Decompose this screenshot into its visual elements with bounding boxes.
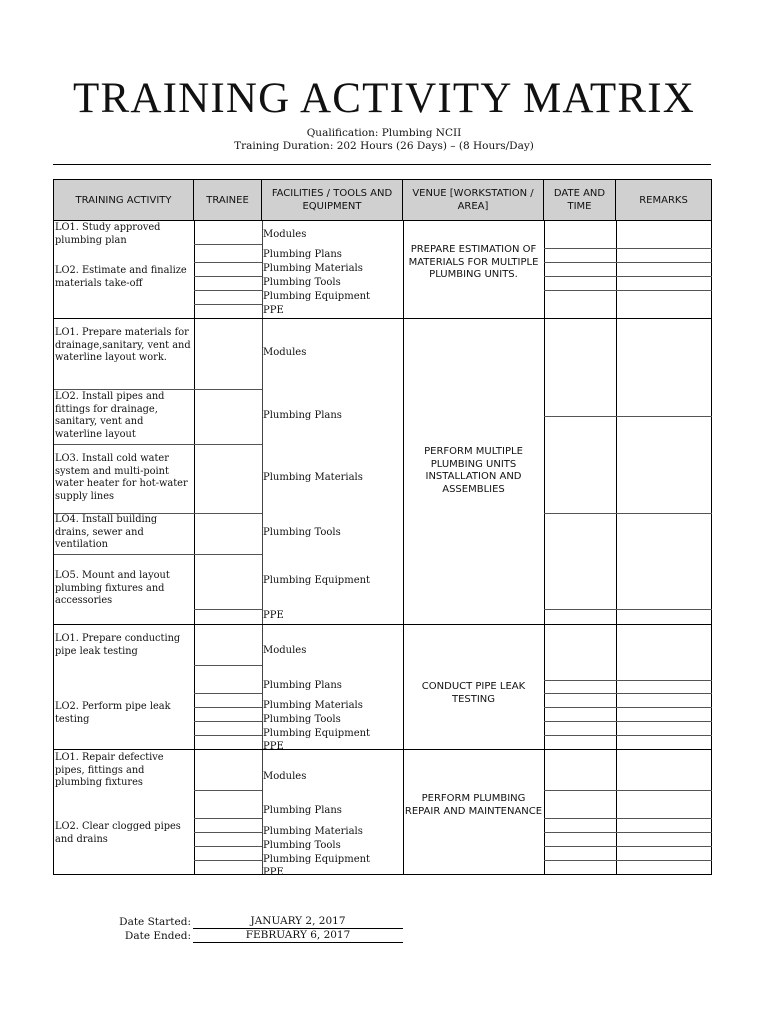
- facility-plumbing-plans: Plumbing Plans: [263, 410, 342, 421]
- lo-install-drains: LO4. Install building drains, sewer and ventilation: [55, 514, 158, 551]
- facility-plumbing-equipment: Plumbing Equipment: [263, 728, 371, 739]
- lo-prepare-materials: LO1. Prepare materials for drainage,sanitary, vent and waterline layout work.: [55, 327, 191, 364]
- activity-block-estimation: [53, 220, 712, 319]
- activity-block-leak-testing: [53, 624, 712, 750]
- facility-plumbing-equipment: Plumbing Equipment: [263, 575, 371, 586]
- facility-plumbing-tools: Plumbing Tools: [263, 277, 341, 288]
- venue-leak-testing: CONDUCT PIPE LEAK TESTING: [421, 681, 526, 705]
- training-matrix-table: [53, 179, 712, 878]
- lo-mount-fixtures: LO5. Mount and layout plumbing fixtures and accessories: [55, 570, 170, 607]
- date-started-value: JANUARY 2, 2017: [193, 915, 403, 929]
- lo-repair-pipes: LO1. Repair defective pipes, fittings and plumbing fixtures: [55, 752, 164, 789]
- lo-study-plumbing-plan: LO1. Study approved plumbing plan: [55, 222, 161, 246]
- facility-plumbing-materials: Plumbing Materials: [263, 700, 363, 711]
- facility-modules: Modules: [263, 771, 307, 782]
- facility-plumbing-plans: Plumbing Plans: [263, 249, 342, 260]
- header-remarks: REMARKS: [615, 179, 712, 221]
- facility-ppe: PPE: [263, 305, 284, 316]
- facility-plumbing-plans: Plumbing Plans: [263, 805, 342, 816]
- facility-ppe: PPE: [263, 867, 284, 878]
- header-date-time: DATE AND TIME: [543, 179, 616, 221]
- facility-modules: Modules: [263, 347, 307, 358]
- facility-plumbing-materials: Plumbing Materials: [263, 826, 363, 837]
- qualification-text: Qualification: Plumbing NCII: [306, 127, 462, 139]
- duration-text: Training Duration: 202 Hours (26 Days) – (8 Hours/Day): [234, 140, 534, 152]
- activity-block-repair: [53, 749, 712, 878]
- facility-modules: Modules: [263, 229, 307, 240]
- lo-install-pipes: LO2. Install pipes and fittings for drainage, sanitary, vent and waterline layout: [55, 391, 165, 441]
- date-ended-label: Date Ended:: [124, 930, 191, 942]
- facility-plumbing-plans: Plumbing Plans: [263, 680, 342, 691]
- facility-plumbing-materials: Plumbing Materials: [263, 263, 363, 274]
- activity-block-installation: [53, 318, 712, 625]
- title-divider: [53, 164, 711, 165]
- facility-plumbing-equipment: Plumbing Equipment: [263, 291, 371, 302]
- page-title: TRAINING ACTIVITY MATRIX: [73, 75, 695, 122]
- facility-ppe: PPE: [263, 741, 284, 752]
- date-ended-value: FEBRUARY 6, 2017: [193, 929, 403, 943]
- facility-plumbing-tools: Plumbing Tools: [263, 840, 341, 851]
- facility-plumbing-equipment: Plumbing Equipment: [263, 854, 371, 865]
- facility-plumbing-tools: Plumbing Tools: [263, 527, 341, 538]
- facility-plumbing-materials: Plumbing Materials: [263, 472, 363, 483]
- venue-estimation: PREPARE ESTIMATION OF MATERIALS FOR MULTIPLE PLUMBING UNITS.: [408, 244, 539, 280]
- facility-plumbing-tools: Plumbing Tools: [263, 714, 341, 725]
- header-venue: VENUE [WORKSTATION / AREA]: [402, 179, 544, 221]
- venue-repair: PERFORM PLUMBING REPAIR AND MAINTENANCE: [404, 793, 543, 817]
- lo-perform-leak-testing: LO2. Perform pipe leak testing: [55, 701, 171, 725]
- facility-ppe: PPE: [263, 610, 284, 621]
- lo-prepare-leak-testing: LO1. Prepare conducting pipe leak testing: [55, 633, 181, 657]
- venue-installation: PERFORM MULTIPLE PLUMBING UNITS INSTALLATION AND ASSEMBLIES: [424, 446, 523, 495]
- lo-estimate-materials: LO2. Estimate and finalize materials take-off: [55, 265, 187, 289]
- header-facilities: FACILITIES / TOOLS AND EQUIPMENT: [261, 179, 403, 221]
- header-trainee: TRAINEE: [193, 179, 262, 221]
- facility-modules: Modules: [263, 645, 307, 656]
- date-started-label: Date Started:: [119, 916, 191, 928]
- lo-install-water-system: LO3. Install cold water system and multi-point water heater for hot-water supply lines: [55, 453, 188, 503]
- lo-clear-clogged-pipes: LO2. Clear clogged pipes and drains: [55, 821, 181, 845]
- header-training-activity: TRAINING ACTIVITY: [53, 179, 194, 221]
